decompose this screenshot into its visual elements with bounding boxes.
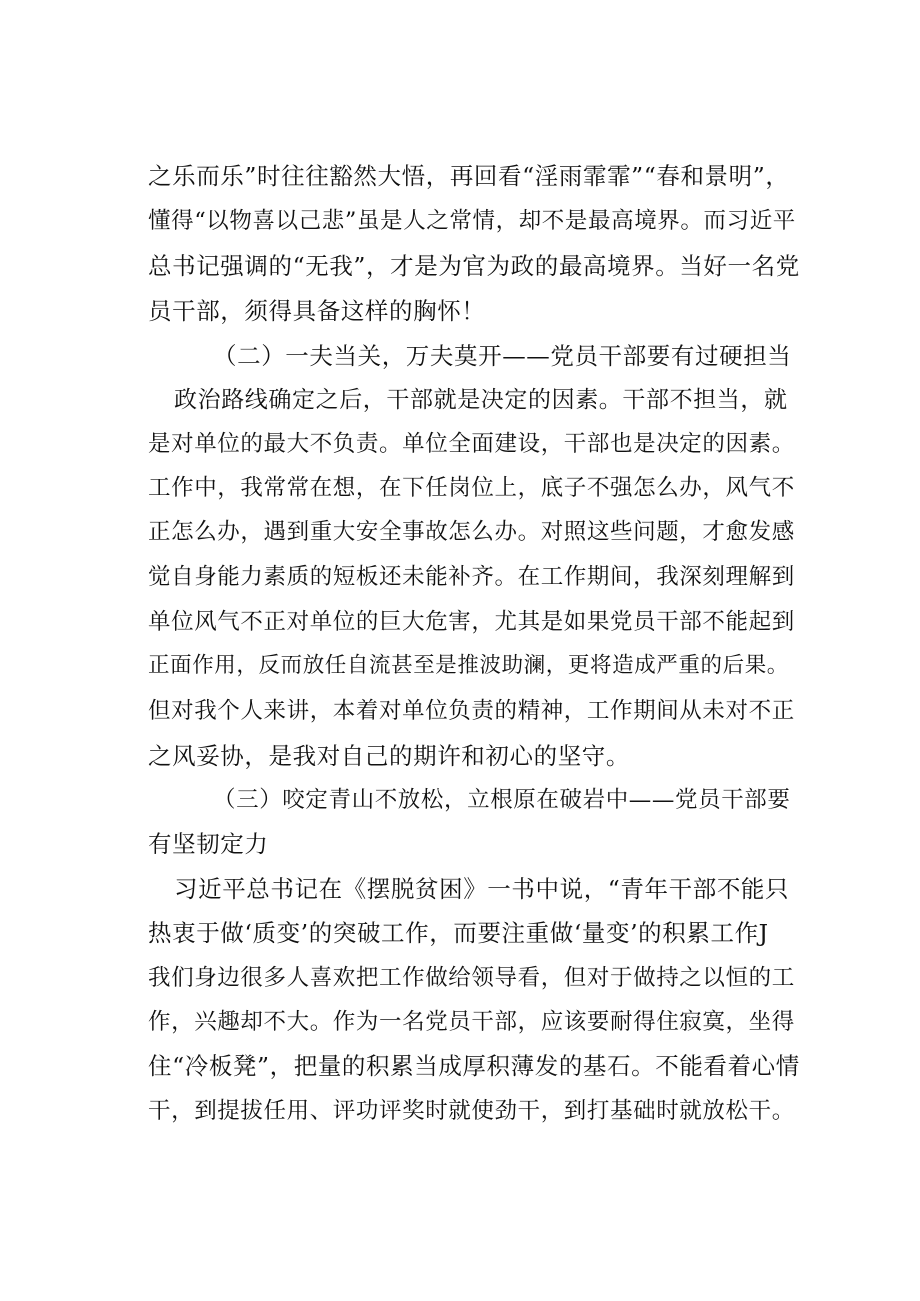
text-line: 热衷于做‘质变’的突破工作，而要注重做‘量变’的积累工作J <box>148 919 769 947</box>
paragraph-first-line: 习近平总书记在《摆脱贫困》一书中说，“青年干部不能只 <box>174 875 790 903</box>
text-line: 正面作用，反而放任自流甚至是推波助澜，更将造成严重的后果。 <box>148 653 789 678</box>
text-line: 干，到提拔任用、评功评奖时就使劲干，到打基础时就放松干。 <box>148 1098 795 1124</box>
text-line: 工作中，我常常在想，在下任岗位上，底子不强怎么办，风气不 <box>148 475 795 501</box>
section-heading-3-cont: 有坚韧定力 <box>148 830 269 858</box>
text-line: 总书记强调的“无我”，才是为官为政的最高境界。当好一名党 <box>148 252 800 280</box>
text-line: 但对我个人来讲，本着对单位负责的精神，工作期间从未对不正 <box>148 698 795 724</box>
text-line: 之风妥协，是我对自己的期许和初心的坚守。 <box>148 742 630 770</box>
section-heading-2: （二）一夫当关，万夫莫开——党员干部要有过硬担当 <box>213 342 792 370</box>
text-line: 员干部，须得具备这样的胸怀！ <box>148 297 486 325</box>
text-line: 单位风气不正对单位的巨大危害，尤其是如果党员干部不能起到 <box>148 609 795 635</box>
paragraph-first-line: 政治路线确定之后，干部就是决定的因素。干部不担当，就 <box>174 387 788 413</box>
text-line: 是对单位的最大不负责。单位全面建设，干部也是决定的因素。 <box>148 431 795 457</box>
text-line: 住“冷板凳”，把量的积累当成厚积薄发的基石。不能看着心情 <box>148 1052 800 1080</box>
text-line: 我们身边很多人喜欢把工作做给领导看，但对于做持之以恒的工 <box>148 965 795 991</box>
section-heading-3: （三）咬定青山不放松，立根原在破岩中——党员干部要 <box>213 787 791 813</box>
text-line: 作，兴趣却不大。作为一名党员干部，应该要耐得住寂寞，坐得 <box>148 1009 795 1035</box>
text-line: 正怎么办，遇到重大安全事故怎么办。对照这些问题，才愈发感 <box>148 519 795 545</box>
text-line: 觉自身能力素质的短板还未能补齐。在工作期间，我深刻理解到 <box>148 564 795 590</box>
text-line: 之乐而乐”时往往豁然大悟，再回看“淫雨霏霏”“春和景明”， <box>148 162 790 190</box>
text-line: 懂得“以物喜以己悲”虽是人之常情，却不是最高境界。而习近平 <box>148 208 796 234</box>
